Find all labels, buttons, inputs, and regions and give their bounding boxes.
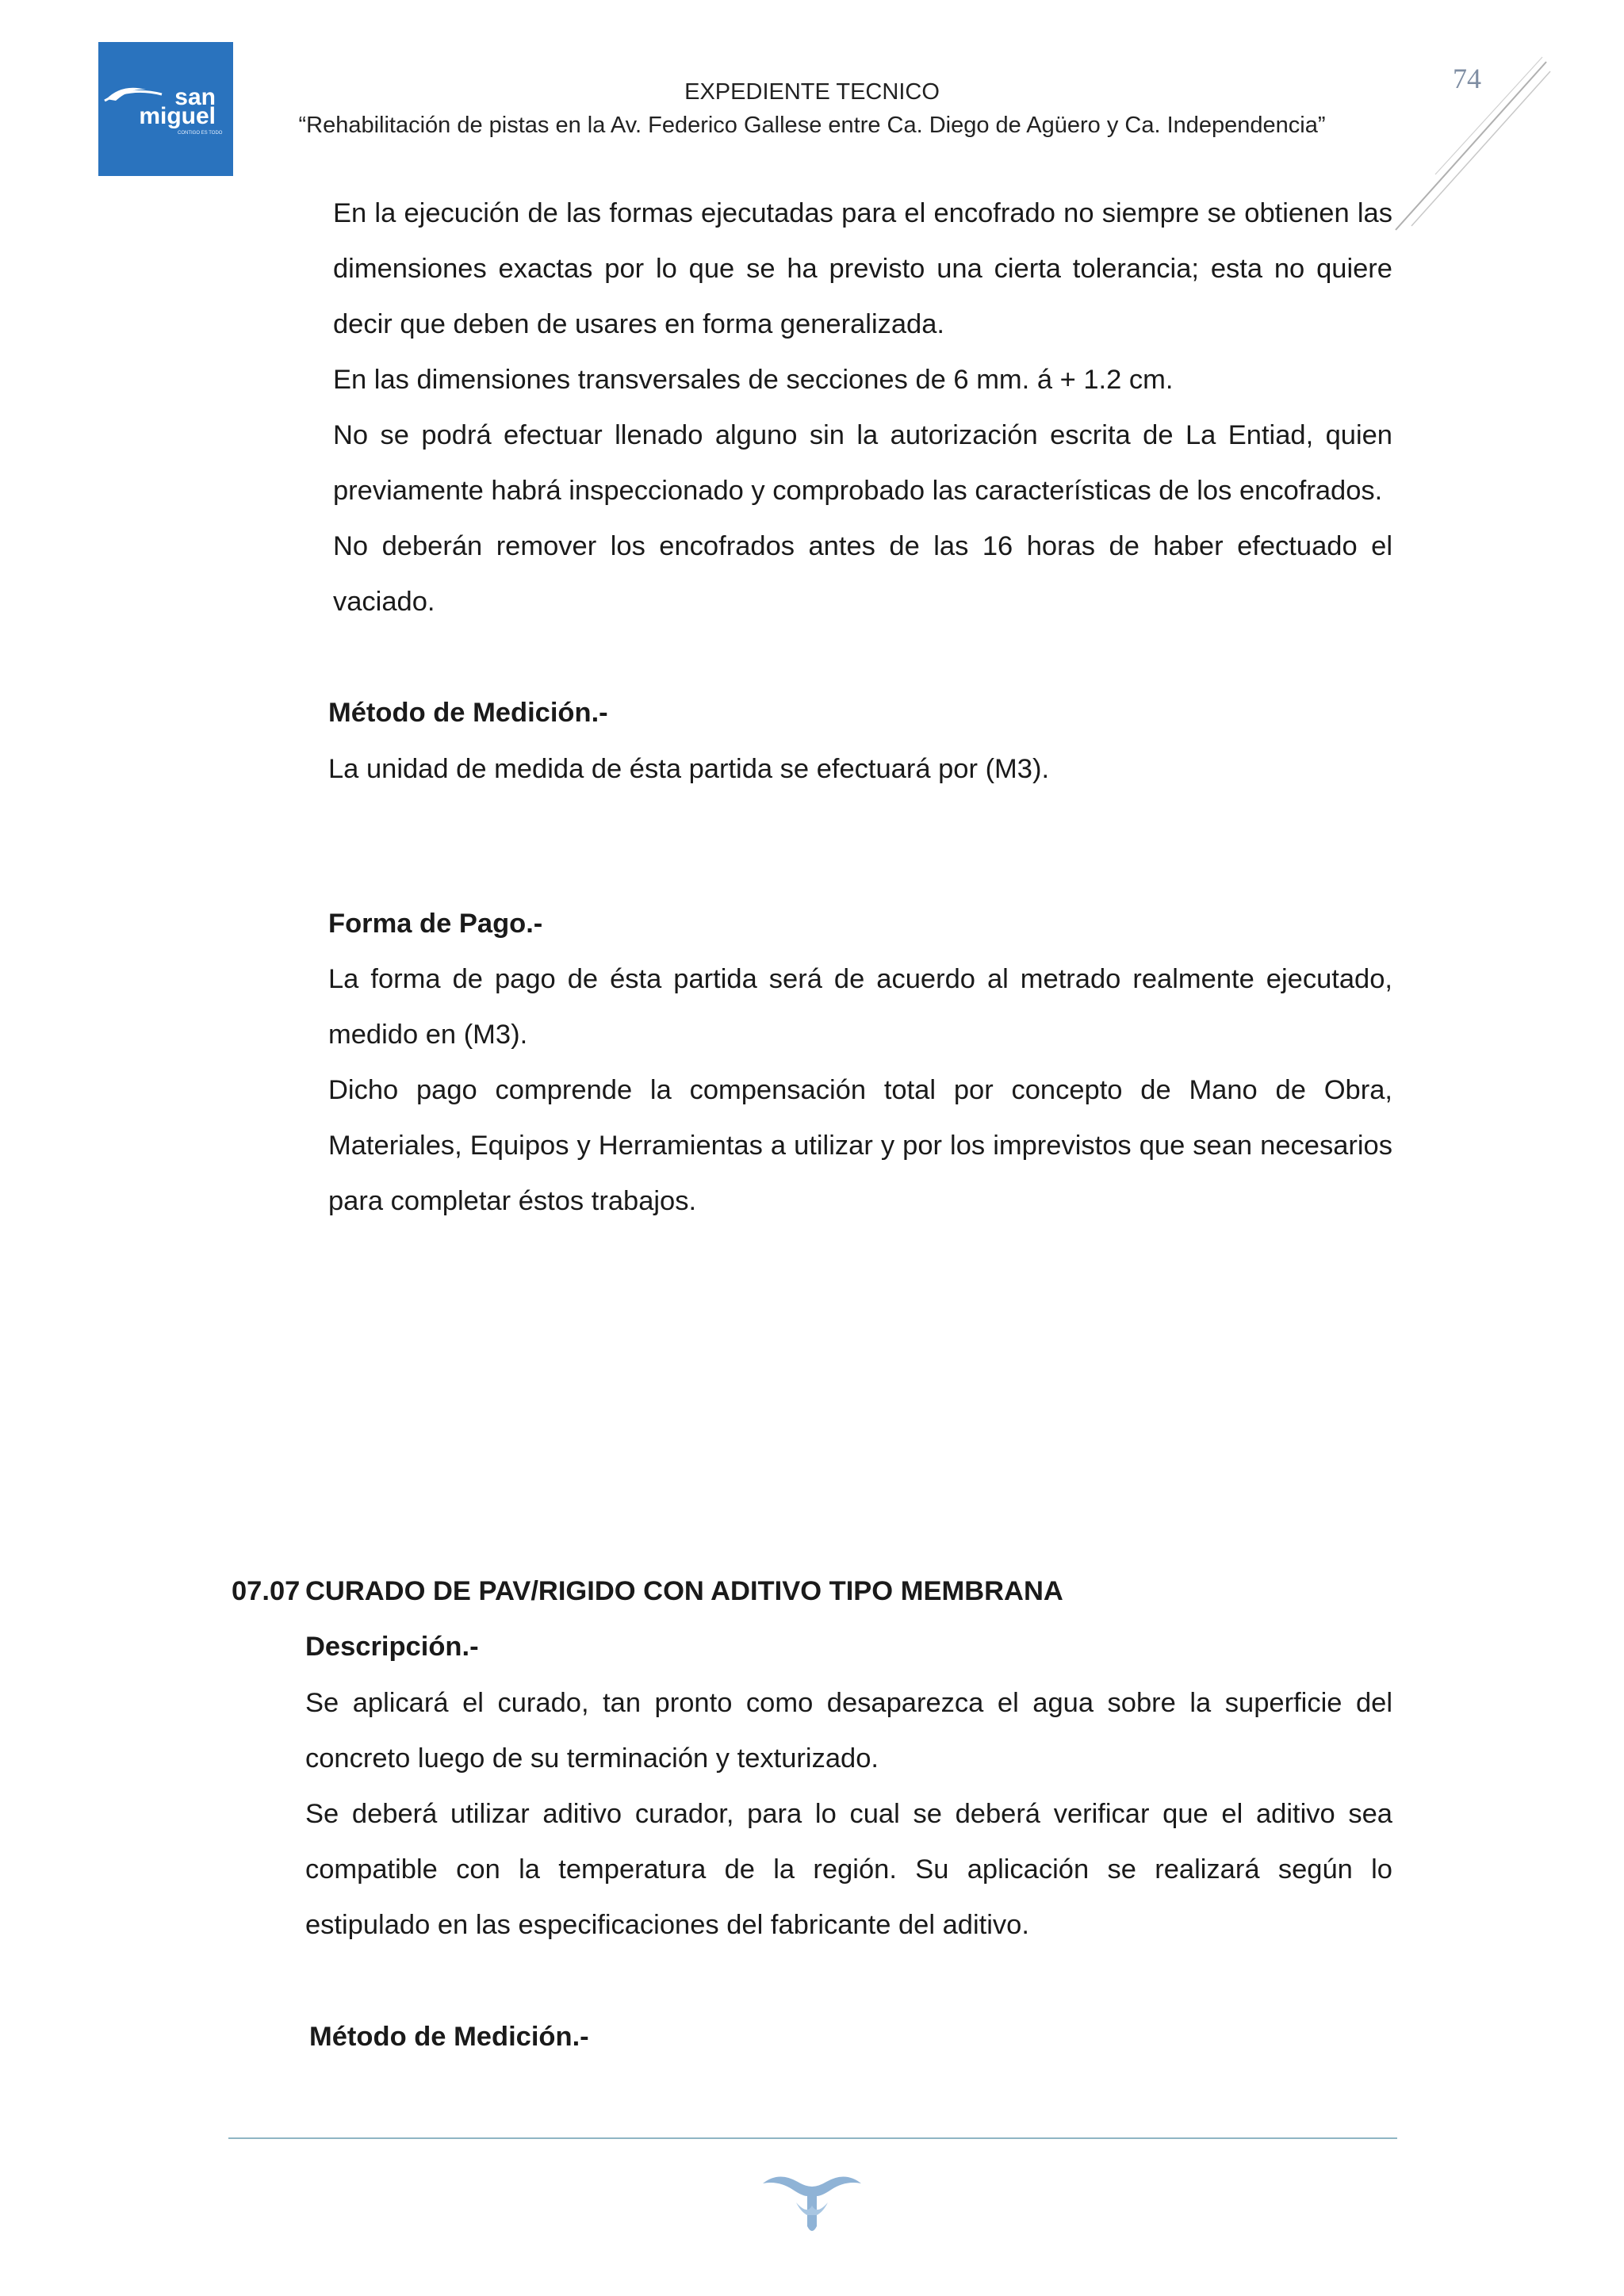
document-subtitle: “Rehabilitación de pistas en la Av. Federico Gallese entre Ca. Diego de Agüero y Ca. Independencia” — [298, 113, 1326, 138]
section-title: CURADO DE PAV/RIGIDO CON ADITIVO TIPO MEMBRANA — [305, 1576, 1063, 1606]
footer-emblem-icon — [760, 2163, 864, 2236]
logo-line1: san — [174, 84, 216, 110]
medicion-text: La unidad de medida de ésta partida se efectuará por (M3). — [328, 754, 1050, 784]
medicion-heading-2: Método de Medición.- — [309, 2022, 589, 2052]
paragraph-line: No deberán remover los encofrados antes de las 16 horas de haber efectuado el — [333, 531, 1392, 561]
corner-decoration — [1388, 55, 1554, 238]
descripcion-paragraph — [305, 1675, 1392, 1953]
page-number: 74 — [1453, 63, 1481, 94]
encofrado-paragraph — [333, 186, 1392, 629]
footer-divider — [228, 2137, 1397, 2139]
paragraph-line: Se aplicará el curado, tan pronto como desaparezca el agua sobre la superficie del — [305, 1688, 1392, 1718]
section-number: 07.07 — [232, 1576, 301, 1606]
paragraph-line: estipulado en las especificaciones del fabricante del aditivo. — [305, 1910, 1029, 1940]
paragraph-line: En la ejecución de las formas ejecutadas para el encofrado no siempre se obtienen las — [333, 198, 1392, 228]
document-title: EXPEDIENTE TECNICO — [684, 79, 940, 105]
paragraph-line: En las dimensiones transversales de secciones de 6 mm. á + 1.2 cm. — [333, 365, 1174, 395]
paragraph-line: previamente habrá inspeccionado y comprobado las características de los encofrados. — [333, 476, 1383, 506]
paragraph-line: concreto luego de su terminación y texturizado. — [305, 1743, 879, 1774]
paragraph-line: vaciado. — [333, 587, 435, 617]
paragraph-line: dimensiones exactas por lo que se ha previsto una cierta tolerancia; esta no quiere — [333, 254, 1392, 284]
pago-heading: Forma de Pago.- — [328, 909, 543, 939]
medicion-heading: Método de Medición.- — [328, 698, 608, 728]
logo-line2: miguel — [139, 103, 216, 129]
paragraph-line: para completar éstos trabajos. — [328, 1186, 697, 1216]
paragraph-line: decir que deben de usares en forma generalizada. — [333, 309, 945, 339]
paragraph-line: Se deberá utilizar aditivo curador, para lo cual se deberá verificar que el aditivo sea — [305, 1799, 1392, 1829]
descripcion-heading: Descripción.- — [305, 1632, 479, 1662]
paragraph-line: La forma de pago de ésta partida será de acuerdo al metrado realmente ejecutado, — [328, 964, 1392, 994]
paragraph-line: Dicho pago comprende la compensación total por concepto de Mano de Obra, — [328, 1075, 1392, 1105]
san-miguel-logo — [98, 42, 233, 176]
paragraph-line: compatible con la temperatura de la región. Su aplicación se realizará según lo — [305, 1854, 1392, 1885]
paragraph-line: Materiales, Equipos y Herramientas a utilizar y por los imprevistos que sean necesarios — [328, 1131, 1392, 1161]
pago-paragraph — [328, 951, 1392, 1229]
logo-tagline: CONTIGO ES TODO — [178, 131, 223, 136]
paragraph-line: medido en (M3). — [328, 1020, 528, 1050]
paragraph-line: No se podrá efectuar llenado alguno sin la autorización escrita de La Entiad, quien — [333, 420, 1392, 450]
